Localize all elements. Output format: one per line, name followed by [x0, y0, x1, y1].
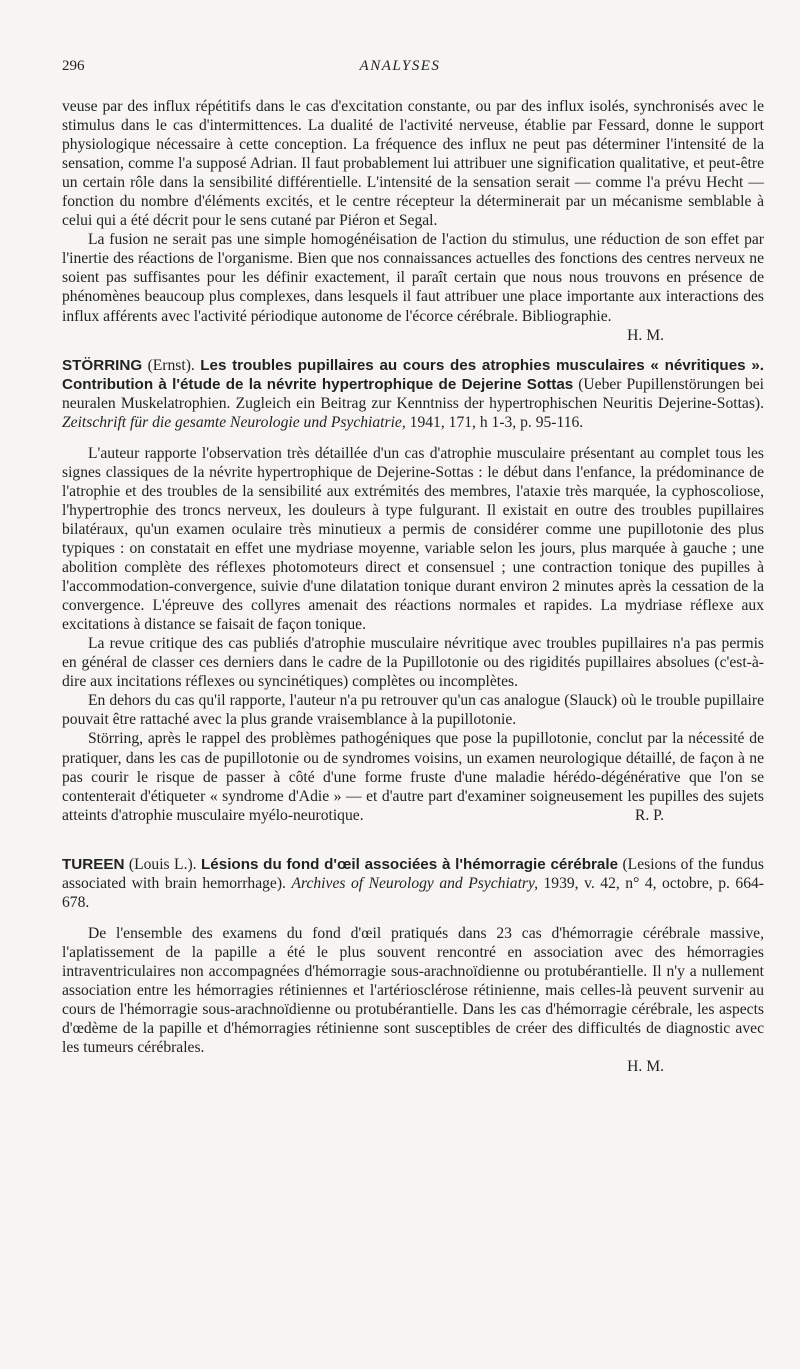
journal-name: Zeitschrift für die gesamte Neurologie und Psychiatrie, — [62, 413, 406, 431]
author-surname: STÖRRING — [62, 356, 143, 374]
author-surname: TUREEN — [62, 855, 125, 873]
reviewer-signature: H. M. — [627, 326, 664, 344]
paragraph — [62, 729, 764, 824]
paragraph-text: La fusion ne serait pas une simple homogénéisation de l'action du stimulus, une réduction de son effet par l'inertie des réactions de l'organisme. Bien que nos connaissances actuelles des fonctions des centres nerveux ne soient pas suffisantes pour les définir exactement, il paraît certain que nous nous trouvons en présence de phénomènes beaucoup plus complexes, dans lesquels il faut attribuer une place importante aux interactions des influx afférents avec l'activité périodique autonome de l'écorce cérébrale. Bibliographie. — [62, 231, 764, 325]
paragraph-text: Störring, après le rappel des problèmes pathogéniques que pose la pupillotonie, conclut par la nécessité de pratiquer, dans les cas de pupillotonie ou de syndromes voisins, un examen neurologique détaillé, de façon à ne pas courir le risque de passer à côté d'une forme fruste d'une maladie hérédo-dégénérative que l'on se contenterait d'étiqueter « syndrome d'Adie » — et d'autre part d'examiner soigneusement les pupilles des sujets atteints d'atrophie musculaire myélo-neurotique. — [62, 730, 764, 824]
citation-ref: 1939, v. 42, n° 4, octobre, p. 664-678. — [62, 874, 764, 911]
paragraph: La revue critique des cas publiés d'atrophie musculaire névritique avec troubles pupillaires n'a pas permis en général de classer ces derniers dans le cadre de la Pupillotonie ou des rigidités pupillaires absolues (c'est-à-dire aux incitations réflexes ou syncinétiques) complètes ou incomplètes. — [62, 635, 764, 691]
running-title: ANALYSES — [359, 58, 441, 74]
citation-ref: 1941, 171, h 1-3, p. 95-116. — [409, 413, 584, 431]
paragraph: De l'ensemble des examens du fond d'œil pratiqués dans 23 cas d'hémorragie cérébrale massive, l'aplatissement de la papille a été le plus souvent rencontré en association avec des hémorragies intraventriculaires non accompagnées d'hémorragie sous-arachnoïdienne ou protubérantielle. Il n'y a nullement association entre les hémorragies rétiniennes et l'artériosclérose rétinienne, mais celles-là peuvent survenir au cours de l'hémorragie sous-arachnoïdienne ou protubérantielle. Dans les cas d'hémorragie cérébrale, les aspects d'œdème de la papille et d'hémorragies rétinienne sont susceptibles de créer des difficultés de diagnostic avec les tumeurs cérébrales. — [62, 924, 764, 1057]
original-title: (Lesions of the fundus associated with brain hemorrhage). — [62, 855, 764, 892]
review-title: Les troubles pupillaires au cours des atrophies musculaires « névritiques ». Contribution à l'étude de la névrite hypertrophique de Dejerine Sottas — [62, 356, 764, 393]
review-heading — [62, 356, 764, 432]
review-title: Lésions du fond d'œil associées à l'hémorragie cérébrale — [201, 855, 619, 873]
paragraph: En dehors du cas qu'il rapporte, l'auteur n'a pu retrouver qu'un cas analogue (Slauck) où le trouble pupillaire pouvait être rattaché avec la plus grande vraisemblance à la pupillotonie. — [62, 692, 764, 729]
reviewer-signature: H. M. — [627, 1058, 664, 1076]
original-title: (Ueber Pupillenstörungen bei neuralen Muskelatrophien. Zugleich ein Beitrag zur Kenntniss der hypertrophischen Neuritis Dejerine-Sottas). — [62, 375, 764, 412]
paragraph — [62, 230, 764, 344]
review-tureen — [62, 855, 764, 1077]
paragraph: veuse par des influx répétitifs dans le cas d'excitation constante, ou par des influx isolés, synchronisés avec le stimulus dans le cas d'intermittences. La dualité de l'activité nerveuse, établie par Fessard, donne le support physiologique nécessaire à cette conception. La fréquence des influx ne peut pas déterminer l'intensité de la sensation, comme l'a supposé Adrian. Il faut probablement lui attribuer une signification qualitative, et peut-être un certain rôle dans la sensibilité différentielle. L'intensité de la sensation serait — comme l'a prévu Hecht — fonction du nombre d'éléments excités, et le centre récepteur la déterminerait par un mécanisme semblable à celui qui a été décrit pour le sens cutané par Piéron et Segal. — [62, 98, 764, 230]
review-heading — [62, 855, 764, 912]
journal-name: Archives of Neurology and Psychiatry, — [291, 874, 538, 892]
paragraph: L'auteur rapporte l'observation très détaillée d'un cas d'atrophie musculaire présentant au complet tous les signes classiques de la névrite hypertrophique de Dejerine-Sottas : le début dans l'enfance, la prédominance de l'atrophie et des troubles de la sensibilité aux extrémités des membres, l'ataxie très marquée, la cyphoscoliose, l'hypertrophie des troncs nerveux, les douleurs à type fulgurant. Il existait en outre des troubles pupillaires bilatéraux, qu'un examen oculaire très minutieux a permis de considérer comme une pupillotonie des plus typiques : on constatait en effet une mydriase moyenne, variable selon les jours, plus marquée à gauche ; une abolition complète des réflexes photomoteurs direct et consensuel ; une contraction tonique des pupilles à l'accommodation-convergence, suivie d'une dilatation tonique durant environ 2 minutes après la cessation de la convergence. L'épreuve des collyres amenait des réactions normales et rapides. La mydriase réflexe aux excitations à distance se faisait de façon tonique. — [62, 444, 764, 634]
review-continued — [62, 97, 764, 344]
author-given-name: (Ernst). — [147, 356, 195, 374]
reviewer-signature: R. P. — [634, 806, 664, 824]
page-number: 296 — [62, 58, 85, 74]
author-given-name: (Louis L.). — [128, 855, 197, 873]
review-storring — [62, 356, 764, 825]
page-body — [62, 97, 764, 1076]
